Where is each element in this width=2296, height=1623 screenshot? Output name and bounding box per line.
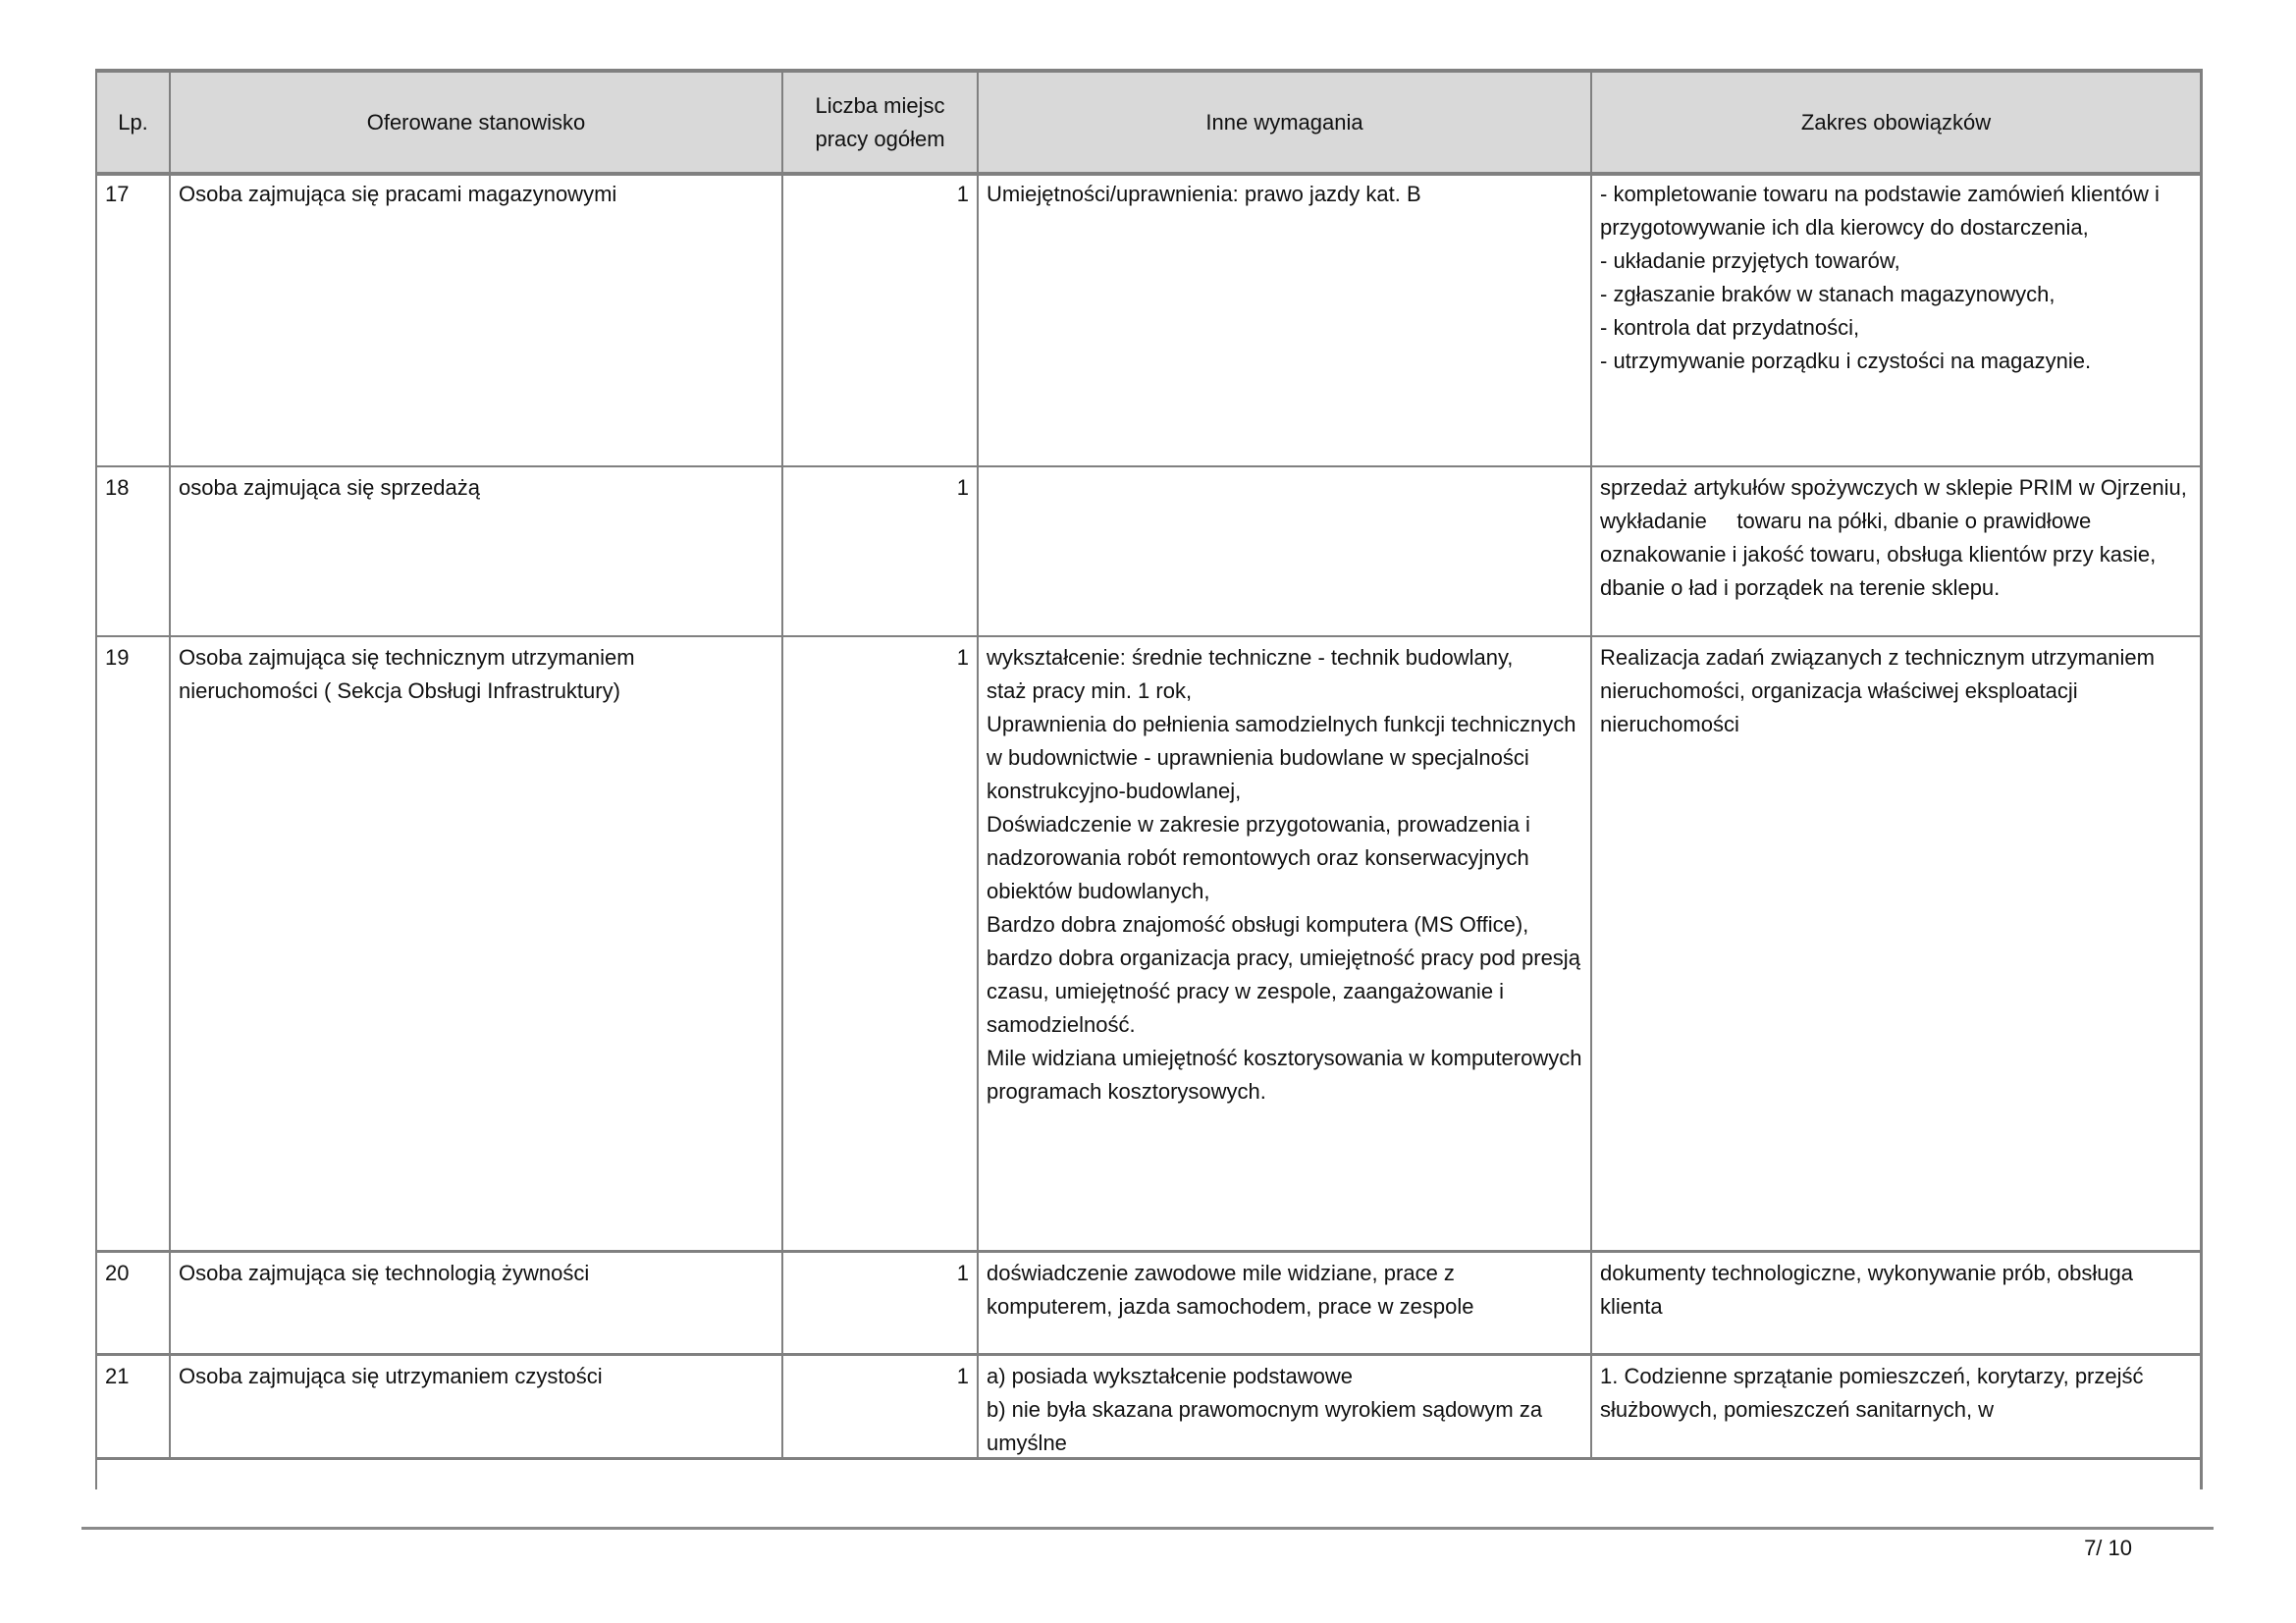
cell-lp: 18 (95, 467, 169, 635)
cell-count: 1 (781, 1253, 977, 1353)
table-continuation (95, 1457, 2203, 1489)
cell-position: osoba zajmująca się sprzedażą (169, 467, 781, 635)
cell-duties: 1. Codzienne sprzątanie pomieszczeń, korytarzy, przejść służbowych, pomieszczeń sanitarnych, w (1590, 1356, 2203, 1457)
cell-requirements (977, 467, 1590, 635)
table-header-row (95, 69, 2203, 176)
cell-duties: Realizacja zadań związanych z technicznym utrzymaniem nieruchomości, organizacja właściwej eksploatacji nieruchomości (1590, 637, 2203, 1250)
cell-lp: 21 (95, 1356, 169, 1457)
header-lp: Lp. (95, 73, 169, 172)
cell-count: 1 (781, 174, 977, 465)
header-count: Liczba miejsc pracy ogółem (781, 73, 977, 172)
cell-lp: 17 (95, 174, 169, 465)
cell-requirements: a) posiada wykształcenie podstawowe b) nie była skazana prawomocnym wyrokiem sądowym za umyślne (977, 1356, 1590, 1457)
table-row (95, 1250, 2203, 1353)
cell-count: 1 (781, 1356, 977, 1457)
cell-position: Osoba zajmująca się utrzymaniem czystości (169, 1356, 781, 1457)
table-row (95, 635, 2203, 1250)
table-row (95, 465, 2203, 635)
footer-divider (81, 1527, 2214, 1530)
cell-requirements: Umiejętności/uprawnienia: prawo jazdy kat. B (977, 174, 1590, 465)
table-row (95, 172, 2203, 465)
page-number: 7/ 10 (2084, 1536, 2132, 1560)
cell-position: Osoba zajmująca się technicznym utrzymaniem nieruchomości ( Sekcja Obsługi Infrastruktury) (169, 637, 781, 1250)
header-duties: Zakres obowiązków (1590, 73, 2203, 172)
cell-duties: - kompletowanie towaru na podstawie zamówień klientów i przygotowywanie ich dla kierowcy do dostarczenia, - układanie przyjętych towarów, - zgłaszanie braków w stanach magazynowych, - kontrola dat przydatności, - utrzymywanie porządku i czystości na magazynie. (1590, 174, 2203, 465)
header-position: Oferowane stanowisko (169, 73, 781, 172)
cell-count: 1 (781, 637, 977, 1250)
cell-requirements: doświadczenie zawodowe mile widziane, prace z komputerem, jazda samochodem, prace w zespole (977, 1253, 1590, 1353)
header-requirements: Inne wymagania (977, 73, 1590, 172)
cell-requirements: wykształcenie: średnie techniczne - technik budowlany, staż pracy min. 1 rok, Uprawnienia do pełnienia samodzielnych funkcji technicznych w budownictwie - uprawnienia budowlane w specjalności konstrukcyjno-budowlanej, Doświadczenie w zakresie przygotowania, prowadzenia i nadzorowania robót remontowych oraz konserwacyjnych obiektów budowlanych, Bardzo dobra znajomość obsługi komputera (MS Office), bardzo dobra organizacja pracy, umiejętność pracy pod presją czasu, umiejętność pracy w zespole, zaangażowanie i samodzielność. Mile widziana umiejętność kosztorysowania w komputerowych programach kosztorysowych. (977, 637, 1590, 1250)
cell-duties: sprzedaż artykułów spożywczych w sklepie PRIM w Ojrzeniu, wykładanie towaru na półki, dbanie o prawidłowe oznakowanie i jakość towaru, obsługa klientów przy kasie, dbanie o ład i porządek na terenie sklepu. (1590, 467, 2203, 635)
cell-count: 1 (781, 467, 977, 635)
cell-position: Osoba zajmująca się pracami magazynowymi (169, 174, 781, 465)
cell-lp: 19 (95, 637, 169, 1250)
cell-lp: 20 (95, 1253, 169, 1353)
cell-position: Osoba zajmująca się technologią żywności (169, 1253, 781, 1353)
cell-duties: dokumenty technologiczne, wykonywanie prób, obsługa klienta (1590, 1253, 2203, 1353)
table-row (95, 1353, 2203, 1457)
